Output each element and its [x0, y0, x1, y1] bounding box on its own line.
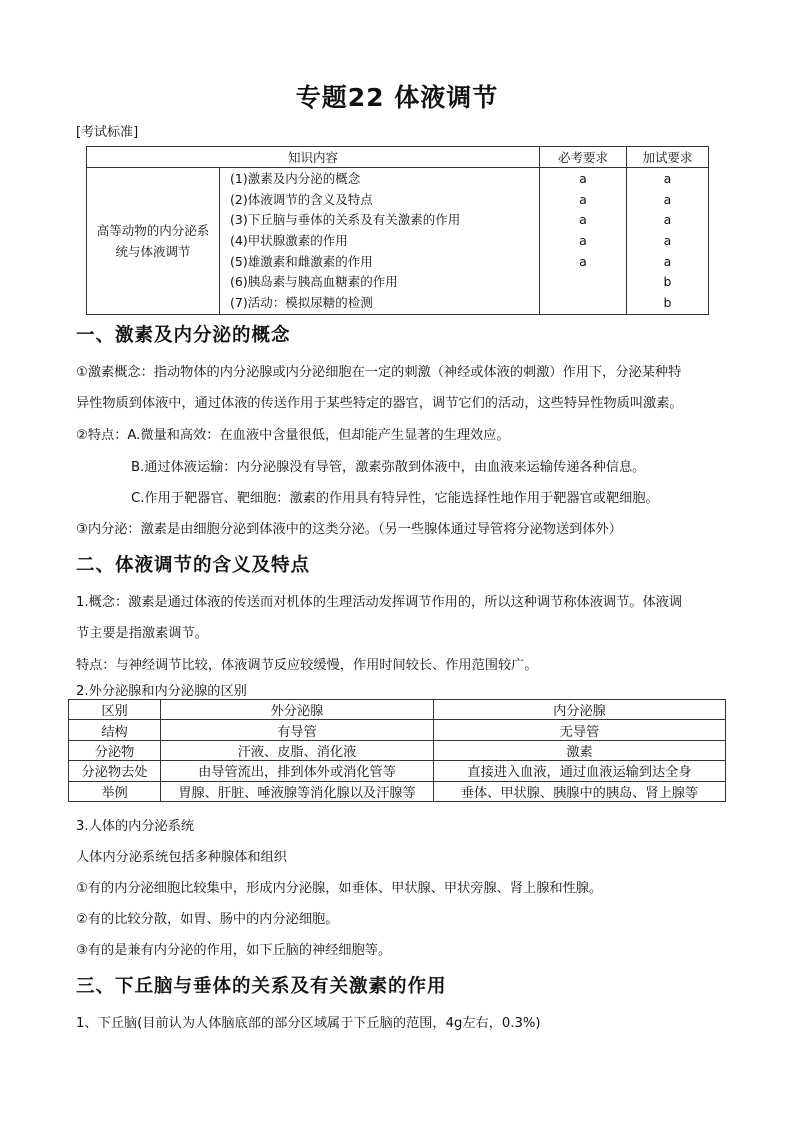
table-cell: 无导管: [434, 720, 726, 740]
required-value: a: [579, 171, 587, 186]
section2-heading: 二、体液调节的含义及特点: [76, 555, 311, 576]
topic-item: (7)活动：模拟尿糖的检测: [230, 295, 373, 311]
table-row: [69, 740, 726, 760]
table-cell: 汗液、皮脂、消化液: [161, 740, 434, 760]
extra-value: a: [663, 171, 672, 186]
required-value: a: [579, 233, 587, 249]
header-extra: 加试要求: [627, 147, 709, 168]
section2-paragraph: 2.外分泌腺和内分泌腺的区别: [76, 684, 247, 699]
table-cell: 结构: [69, 720, 161, 740]
extra-value: a: [663, 212, 672, 228]
topic-item: (5)雄激素和雌激素的作用: [230, 253, 373, 269]
section3-paragraph: 1、下丘脑(目前认为人体脑底部的部分区域属于下丘脑的范围，4g左右，0.3%): [76, 1016, 541, 1031]
extra-value: b: [663, 295, 672, 311]
section2-paragraph: ①有的内分泌细胞比较集中，形成内分泌腺，如垂体、甲状腺、甲状旁腺、肾上腺和性腺。: [76, 881, 603, 896]
table-row: [69, 720, 726, 740]
section2-paragraph: ②有的比较分散，如胃、肠中的内分泌细胞。: [76, 912, 339, 927]
required-cell: [540, 168, 627, 315]
topic-item: (6)胰岛素与胰高血糖素的作用: [230, 274, 398, 290]
standards-table: [86, 146, 709, 315]
table-cell: 外分泌腺: [161, 700, 434, 720]
table-cell: 垂体、甲状腺、胰腺中的胰岛、肾上腺等: [434, 781, 726, 801]
required-value: a: [579, 253, 587, 269]
table-cell: 举例: [69, 781, 161, 801]
header-knowledge: 知识内容: [87, 147, 540, 168]
table-cell: 直接进入血液，通过血液运输到达全身: [434, 761, 726, 781]
table-cell: 分泌物去处: [69, 761, 161, 781]
required-value: [540, 293, 626, 314]
table-cell: 分泌物: [69, 740, 161, 760]
extra-value: a: [663, 191, 672, 207]
section1-paragraph: B.通过体液运输：内分泌腺没有导管，激素弥散到体液中，由血液来运输传递各种信息。: [131, 460, 646, 475]
table-row: [69, 761, 726, 781]
topics-cell: [220, 168, 540, 315]
topic-item: (3)下丘脑与垂体的关系及有关激素的作用: [230, 212, 461, 228]
extra-cell: [627, 168, 709, 315]
section2-paragraph: 1.概念：激素是通过体液的传送而对机体的生理活动发挥调节作用的，所以这种调节称体液调节。体液调: [76, 595, 683, 610]
exam-standard-label: [考试标准]: [76, 125, 139, 140]
section2-paragraph: 特点：与神经调节比较，体液调节反应较缓慢，作用时间较长、作用范围较广。: [76, 658, 538, 673]
topic-item: (2)体液调节的含义及特点: [230, 191, 373, 207]
section3-heading: 三、下丘脑与垂体的关系及有关激素的作用: [76, 976, 447, 997]
required-value: [540, 272, 626, 293]
required-value: a: [579, 212, 587, 228]
section1-paragraph: C.作用于靶器官、靶细胞：激素的作用具有特异性，它能选择性地作用于靶器官或靶细胞。: [131, 491, 659, 506]
table-cell: 由导管流出，排到体外或消化管等: [161, 761, 434, 781]
table-cell: 胃腺、肝脏、唾液腺等消化腺以及汗腺等: [161, 781, 434, 801]
standards-table-body: [87, 168, 709, 315]
section1-paragraph: ②特点：A.微量和高效：在血液中含量很低，但却能产生显著的生理效应。: [76, 428, 510, 443]
section2-paragraph: ③有的是兼有内分泌的作用，如下丘脑的神经细胞等。: [76, 943, 392, 958]
table-cell: 激素: [434, 740, 726, 760]
table-row: [69, 781, 726, 801]
gland-table: [68, 699, 726, 802]
required-value: a: [579, 191, 587, 207]
topic-item: (1)激素及内分泌的概念: [230, 171, 361, 186]
page-title: 专题22 体液调节: [295, 83, 499, 112]
table-cell: 区别: [69, 700, 161, 720]
table-cell: 内分泌腺: [434, 700, 726, 720]
section2-paragraph: 节主要是指激素调节。: [76, 626, 208, 641]
section2-paragraph: 3.人体的内分泌系统: [76, 819, 195, 834]
section1-paragraph: 异性物质到体液中，通过体液的传送作用于某些特定的器官，调节它们的活动，这些特异性物质叫激素。: [76, 396, 683, 411]
table-cell: 有导管: [161, 720, 434, 740]
extra-value: b: [663, 274, 672, 290]
extra-value: a: [663, 233, 672, 249]
section1-heading: 一、激素及内分泌的概念: [76, 325, 291, 346]
category-cell: 高等动物的内分泌系统与体液调节: [87, 168, 220, 315]
topic-item: (4)甲状腺激素的作用: [230, 233, 348, 249]
table-row: [69, 700, 726, 720]
section1-paragraph: ①激素概念：指动物体的内分泌腺或内分泌细胞在一定的刺激（神经或体液的刺激）作用下，分泌某种特: [76, 365, 682, 380]
standards-table-header: [87, 147, 709, 168]
extra-value: a: [663, 253, 672, 269]
section1-paragraph: ③内分泌：激素是由细胞分泌到体液中的这类分泌。（另一些腺体通过导管将分泌物送到体外）: [76, 522, 622, 537]
section2-paragraph: 人体内分泌系统包括多种腺体和组织: [76, 850, 287, 865]
header-required: 必考要求: [540, 147, 627, 168]
